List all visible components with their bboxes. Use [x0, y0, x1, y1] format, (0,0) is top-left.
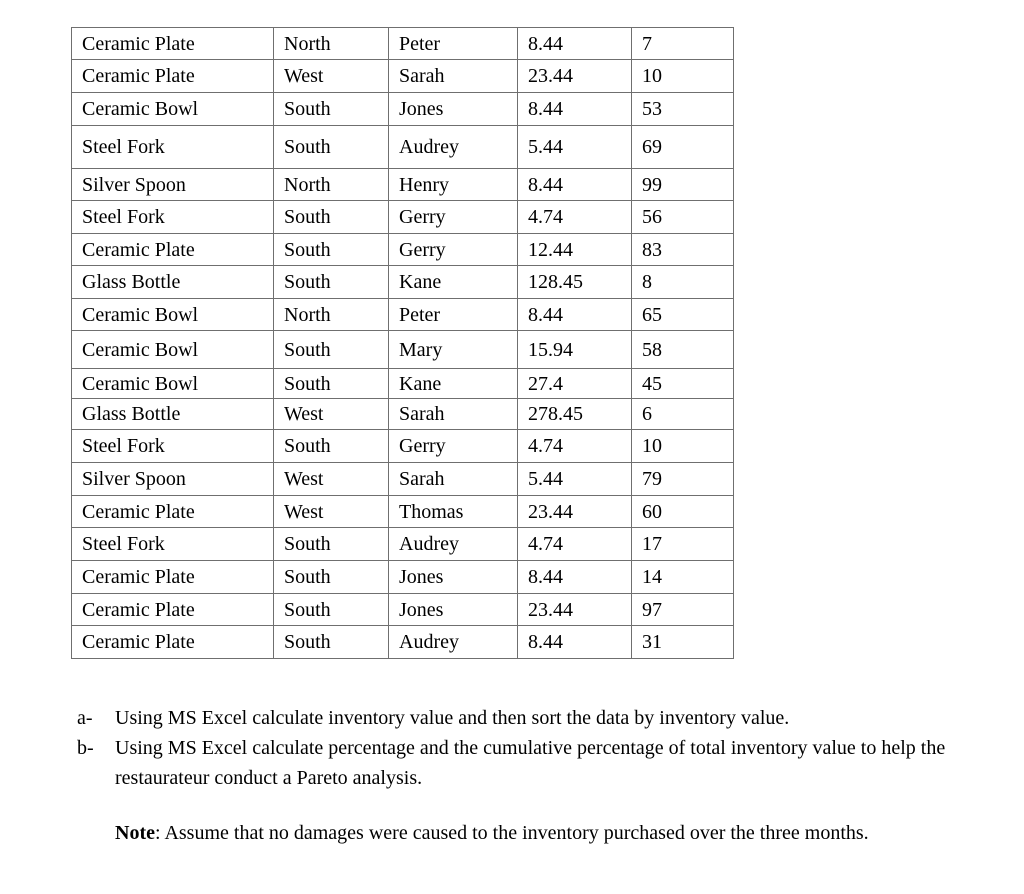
unit-price-cell: 8.44	[518, 169, 632, 201]
table-row	[72, 60, 734, 93]
note-label: Note	[115, 822, 155, 844]
unit-price-cell: 4.74	[518, 528, 632, 561]
unit-price-cell: 4.74	[518, 430, 632, 463]
quantity-cell: 79	[632, 463, 734, 496]
table-row	[72, 28, 734, 60]
quantity-cell: 17	[632, 528, 734, 561]
unit-price-cell: 128.45	[518, 266, 632, 299]
table-row	[72, 93, 734, 126]
table-row	[72, 561, 734, 594]
region-cell: West	[274, 399, 389, 430]
quantity-cell: 10	[632, 430, 734, 463]
table-row	[72, 496, 734, 528]
salesperson-cell: Audrey	[389, 126, 518, 169]
quantity-cell: 56	[632, 201, 734, 234]
table-row	[72, 331, 734, 369]
salesperson-cell: Henry	[389, 169, 518, 201]
table-row	[72, 369, 734, 399]
table-row	[72, 528, 734, 561]
salesperson-cell: Peter	[389, 299, 518, 331]
product-cell: Ceramic Bowl	[72, 93, 274, 126]
product-cell: Ceramic Bowl	[72, 331, 274, 369]
unit-price-cell: 23.44	[518, 496, 632, 528]
quantity-cell: 14	[632, 561, 734, 594]
product-cell: Steel Fork	[72, 430, 274, 463]
salesperson-cell: Gerry	[389, 201, 518, 234]
quantity-cell: 6	[632, 399, 734, 430]
region-cell: West	[274, 496, 389, 528]
quantity-cell: 65	[632, 299, 734, 331]
inventory-table	[71, 27, 734, 659]
unit-price-cell: 5.44	[518, 463, 632, 496]
salesperson-cell: Gerry	[389, 430, 518, 463]
product-cell: Ceramic Plate	[72, 60, 274, 93]
product-cell: Silver Spoon	[72, 169, 274, 201]
salesperson-cell: Sarah	[389, 399, 518, 430]
note-text: : Assume that no damages were caused to the inventory purchased over the three months.	[154, 822, 869, 844]
question-a-text: Using MS Excel calculate inventory value and then sort the data by inventory value.	[115, 707, 790, 729]
product-cell: Ceramic Plate	[72, 594, 274, 626]
quantity-cell: 45	[632, 369, 734, 399]
product-cell: Silver Spoon	[72, 463, 274, 496]
note-paragraph	[115, 818, 975, 848]
question-b	[71, 733, 971, 793]
table-row	[72, 594, 734, 626]
unit-price-cell: 23.44	[518, 594, 632, 626]
salesperson-cell: Peter	[389, 28, 518, 60]
product-cell: Ceramic Plate	[72, 496, 274, 528]
product-cell: Glass Bottle	[72, 399, 274, 430]
salesperson-cell: Kane	[389, 369, 518, 399]
salesperson-cell: Gerry	[389, 234, 518, 266]
question-a-marker: a-	[77, 707, 93, 729]
table-row	[72, 399, 734, 430]
quantity-cell: 83	[632, 234, 734, 266]
quantity-cell: 10	[632, 60, 734, 93]
region-cell: South	[274, 594, 389, 626]
quantity-cell: 99	[632, 169, 734, 201]
region-cell: South	[274, 561, 389, 594]
quantity-cell: 31	[632, 626, 734, 659]
table-row	[72, 463, 734, 496]
salesperson-cell: Sarah	[389, 60, 518, 93]
table-row	[72, 201, 734, 234]
unit-price-cell: 8.44	[518, 28, 632, 60]
region-cell: South	[274, 126, 389, 169]
product-cell: Steel Fork	[72, 201, 274, 234]
region-cell: South	[274, 266, 389, 299]
unit-price-cell: 8.44	[518, 626, 632, 659]
quantity-cell: 7	[632, 28, 734, 60]
unit-price-cell: 5.44	[518, 126, 632, 169]
quantity-cell: 97	[632, 594, 734, 626]
table-row	[72, 430, 734, 463]
question-a	[71, 703, 971, 733]
table-row	[72, 626, 734, 659]
region-cell: North	[274, 299, 389, 331]
product-cell: Steel Fork	[72, 126, 274, 169]
question-b-text: Using MS Excel calculate percentage and the cumulative percentage of total inventory value to help the restaurateur conduct a Pareto analysis.	[115, 737, 946, 789]
region-cell: South	[274, 93, 389, 126]
product-cell: Ceramic Plate	[72, 561, 274, 594]
region-cell: South	[274, 234, 389, 266]
quantity-cell: 8	[632, 266, 734, 299]
quantity-cell: 69	[632, 126, 734, 169]
table-row	[72, 266, 734, 299]
product-cell: Ceramic Bowl	[72, 299, 274, 331]
salesperson-cell: Kane	[389, 266, 518, 299]
salesperson-cell: Audrey	[389, 528, 518, 561]
product-cell: Glass Bottle	[72, 266, 274, 299]
product-cell: Ceramic Plate	[72, 28, 274, 60]
quantity-cell: 60	[632, 496, 734, 528]
quantity-cell: 58	[632, 331, 734, 369]
unit-price-cell: 27.4	[518, 369, 632, 399]
quantity-cell: 53	[632, 93, 734, 126]
region-cell: South	[274, 528, 389, 561]
table-row	[72, 169, 734, 201]
region-cell: North	[274, 28, 389, 60]
region-cell: West	[274, 60, 389, 93]
region-cell: South	[274, 626, 389, 659]
region-cell: South	[274, 369, 389, 399]
region-cell: South	[274, 201, 389, 234]
salesperson-cell: Jones	[389, 594, 518, 626]
table-row	[72, 126, 734, 169]
unit-price-cell: 8.44	[518, 93, 632, 126]
region-cell: West	[274, 463, 389, 496]
salesperson-cell: Mary	[389, 331, 518, 369]
inventory-table-body	[72, 28, 734, 659]
product-cell: Steel Fork	[72, 528, 274, 561]
salesperson-cell: Sarah	[389, 463, 518, 496]
salesperson-cell: Jones	[389, 93, 518, 126]
region-cell: South	[274, 331, 389, 369]
product-cell: Ceramic Bowl	[72, 369, 274, 399]
unit-price-cell: 8.44	[518, 561, 632, 594]
region-cell: North	[274, 169, 389, 201]
unit-price-cell: 15.94	[518, 331, 632, 369]
salesperson-cell: Jones	[389, 561, 518, 594]
salesperson-cell: Thomas	[389, 496, 518, 528]
unit-price-cell: 8.44	[518, 299, 632, 331]
product-cell: Ceramic Plate	[72, 626, 274, 659]
salesperson-cell: Audrey	[389, 626, 518, 659]
unit-price-cell: 23.44	[518, 60, 632, 93]
product-cell: Ceramic Plate	[72, 234, 274, 266]
question-list	[71, 703, 971, 793]
region-cell: South	[274, 430, 389, 463]
table-row	[72, 299, 734, 331]
table-row	[72, 234, 734, 266]
unit-price-cell: 4.74	[518, 201, 632, 234]
unit-price-cell: 12.44	[518, 234, 632, 266]
unit-price-cell: 278.45	[518, 399, 632, 430]
question-b-marker: b-	[77, 737, 94, 759]
